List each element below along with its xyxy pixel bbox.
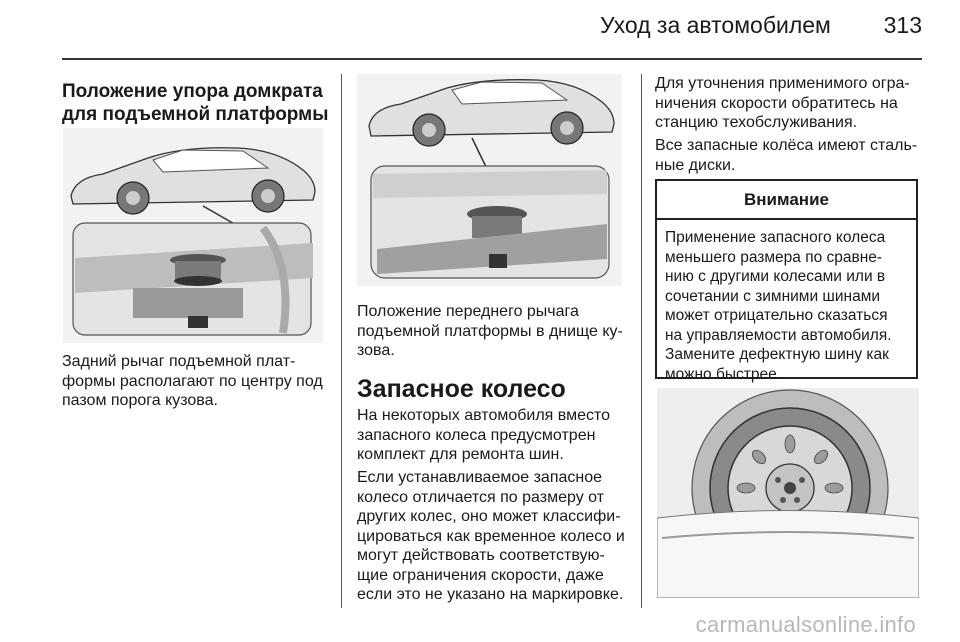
paragraph-line: Если устанавливаемое запасное bbox=[357, 469, 603, 486]
paragraph-speed-limit bbox=[655, 74, 910, 133]
caption-front-jack bbox=[357, 302, 623, 361]
warning-text bbox=[657, 220, 916, 392]
section-heading-spare-wheel: Запасное колесо bbox=[357, 375, 566, 403]
heading-line: для подъемной платформы bbox=[62, 104, 329, 125]
warning-line: Применение запасного колеса bbox=[665, 229, 886, 246]
warning-box bbox=[655, 179, 918, 383]
warning-line: на управляемости автомобиля. bbox=[665, 326, 892, 344]
page-header-title: Уход за автомобилем bbox=[600, 12, 831, 38]
warning-line: нию с другими колесами или в bbox=[665, 268, 886, 285]
paragraph-line: других колес, оно может классифи- bbox=[357, 508, 621, 525]
paragraph-line: Для уточнения применимого огра- bbox=[655, 75, 910, 92]
paragraph-line: ничения скорости обратитесь на bbox=[655, 94, 898, 112]
paragraph-line: если это не указано на маркировке. bbox=[357, 586, 624, 603]
front-jack-point-illustration bbox=[357, 74, 622, 286]
paragraph-line: щие ограничения скорости, даже bbox=[357, 566, 604, 584]
paragraph-line: станцию техобслуживания. bbox=[655, 114, 858, 131]
paragraph-line: комплект для ремонта шин. bbox=[357, 446, 564, 463]
caption-rear-jack bbox=[62, 352, 323, 411]
warning-line: может отрицательно сказаться bbox=[665, 307, 888, 324]
paragraph-line: Все запасные колёса имеют сталь- bbox=[655, 137, 918, 154]
warning-title: Внимание bbox=[657, 181, 916, 220]
section-heading-jack-position bbox=[62, 80, 337, 126]
paragraph-line: могут действовать соответствую- bbox=[357, 547, 605, 564]
watermark: carmanualsonline.info bbox=[695, 612, 916, 637]
caption-line: Положение переднего рычага bbox=[357, 303, 579, 320]
caption-line: подъемной платформы в днище ку- bbox=[357, 322, 623, 340]
paragraph-line: На некоторых автомобиля вместо bbox=[357, 407, 611, 424]
heading-line: Положение упора домкрата bbox=[62, 81, 323, 102]
paragraph-line: цироваться как временное колесо и bbox=[357, 527, 625, 545]
column-divider-1 bbox=[341, 74, 342, 608]
caption-line: Задний рычаг подъемной плат- bbox=[62, 353, 296, 370]
paragraph-repair-kit bbox=[357, 406, 610, 465]
rear-jack-point-illustration bbox=[63, 128, 323, 343]
warning-line: Замените дефектную шину как bbox=[665, 346, 889, 363]
warning-line: можно быстрее. bbox=[665, 365, 781, 383]
paragraph-temporary-wheel bbox=[357, 468, 625, 605]
warning-line: меньшего размера по сравне- bbox=[665, 248, 883, 266]
spare-wheel-illustration bbox=[657, 388, 919, 598]
header-divider bbox=[62, 58, 922, 60]
caption-line: пазом порога кузова. bbox=[62, 392, 218, 409]
caption-line: формы располагают по центру под bbox=[62, 372, 323, 390]
paragraph-line: запасного колеса предусмотрен bbox=[357, 426, 596, 444]
column-divider-2 bbox=[641, 74, 642, 608]
page-number: 313 bbox=[883, 12, 922, 38]
caption-line: зова. bbox=[357, 342, 395, 359]
paragraph-steel-rims bbox=[655, 136, 917, 175]
paragraph-line: колесо отличается по размеру от bbox=[357, 488, 605, 506]
paragraph-line: ные диски. bbox=[655, 156, 736, 174]
warning-line: сочетании с зимними шинами bbox=[665, 287, 881, 305]
